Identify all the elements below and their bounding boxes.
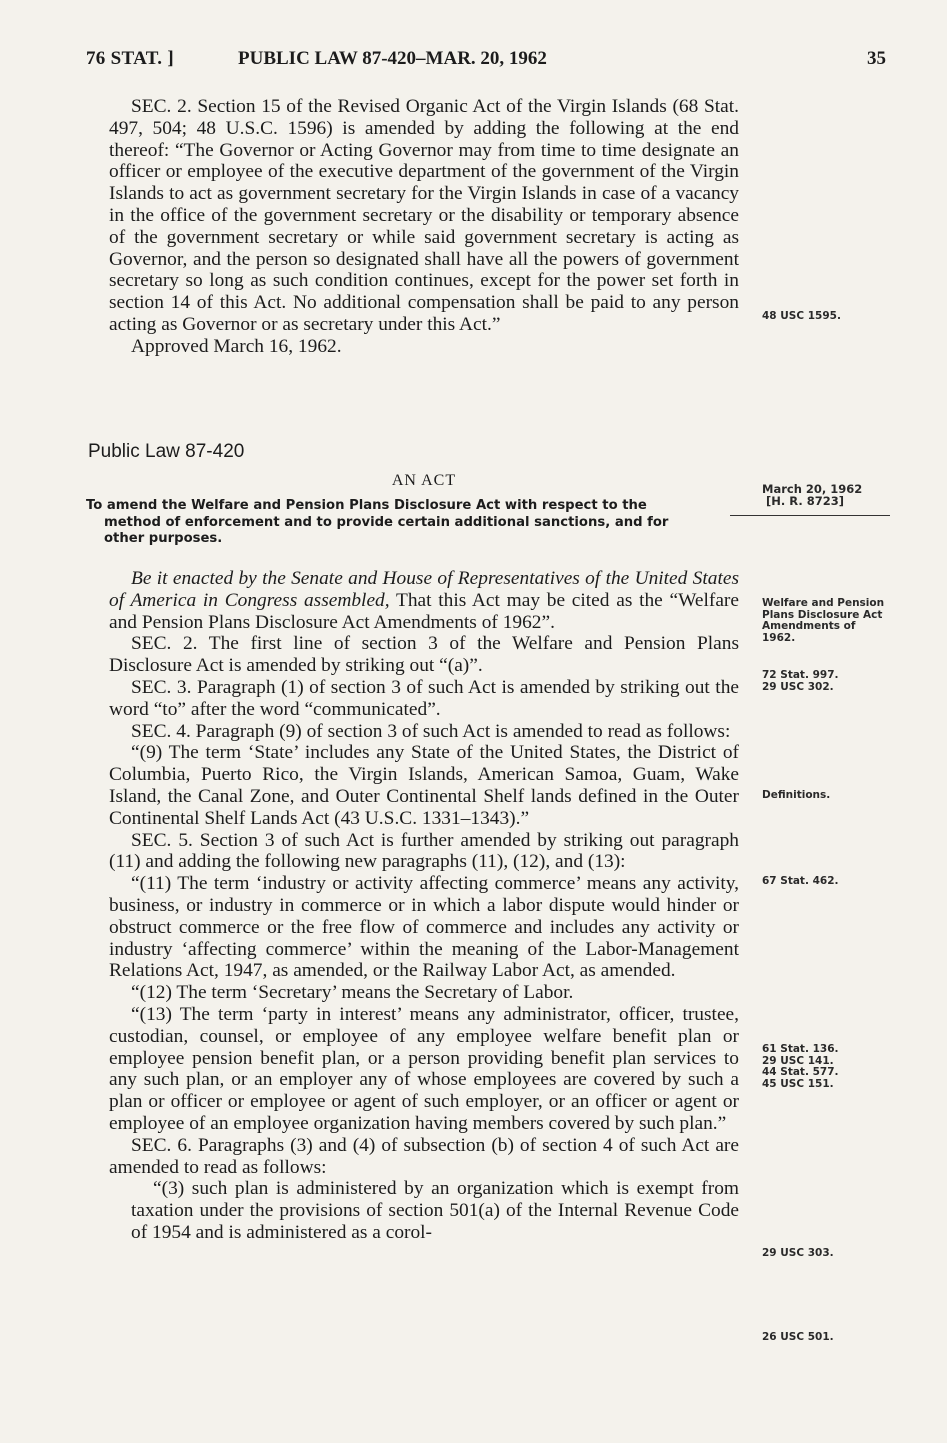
page-header [86, 48, 886, 78]
ref-44stat577: 44 Stat. 577. [762, 1066, 839, 1078]
enacting-text: That this Act may be cited as the “Welfare and Pension Plans Disclosure Act Amendments of 1962”. [109, 589, 739, 633]
section-4-text: 4. Paragraph (9) of section 3 of such Act is amended to read as follows: [171, 720, 731, 742]
enactment-date: March 20, 1962 [762, 482, 863, 496]
paragraph-9: “(9) The term ‘State’ includes any State of the United States, the District of Columbia, Puerto Rico, the Virgin Islands, American Samoa, Guam, Wake Island, the Canal Zone, and Outer Continental Shelf lands defined in the Outer Continental Shelf Lands Act (43 U.S.C. 1331–1343).” [109, 742, 739, 829]
margin-note-29usc303: 29 USC 303. [762, 1247, 834, 1259]
sec-label: SEC. [131, 829, 172, 851]
approved-line: Approved March 16, 1962. [131, 335, 342, 357]
section-2-text: 2. The first line of section 3 of the Welfare and Pension Plans Disclosure Act is amended by striking out “(a)”. [109, 633, 739, 677]
bill-number: [H. R. 8723] [766, 493, 844, 508]
stat-997: 72 Stat. 997. [762, 669, 839, 681]
margin-note-48usc1595: 48 USC 1595. [762, 310, 841, 322]
paragraph-3: “(3) such plan is administered by an organization which is exempt from taxation under the provisions of section 501(a) of the Internal Revenue Code of 1954 and is administered as a corol- [131, 1178, 739, 1243]
header-title: PUBLIC LAW 87-420–MAR. 20, 1962 [238, 48, 547, 69]
prior-sec2-paragraph [109, 96, 739, 336]
margin-note-short-title: Welfare and Pension Plans Disclosure Act Amendments of 1962. [762, 597, 885, 644]
section-3 [109, 677, 739, 721]
section-5-text: 5. Section 3 of such Act is further amended by striking out paragraph (11) and adding the following new paragraphs (11), (12), and (13): [109, 829, 739, 873]
act-purpose [86, 498, 738, 548]
section-4 [109, 721, 739, 743]
section-3-text: 3. Paragraph (1) of section 3 of such Act is amended by striking out the word “to” after the word “communicated”. [109, 676, 739, 720]
usc-302: 29 USC 302. [762, 680, 834, 693]
purpose-line-3: other purposes. [104, 531, 223, 546]
paragraph-12: “(12) The term ‘Secretary’ means the Secretary of Labor. [131, 982, 574, 1004]
an-act-title: AN ACT [391, 472, 457, 489]
sec-label: SEC. [131, 633, 172, 655]
ref-29usc141: 29 USC 141. [762, 1054, 834, 1067]
section-2 [109, 633, 739, 677]
enacting-italic: Be it enacted by the Senate and House of Representatives of the United States of America in Congress assembled, [109, 568, 739, 611]
paragraph-11: “(11) The term ‘industry or activity affecting commerce’ means any activity, business, or industry in commerce or in which a labor dispute would hinder or obstruct commerce or the free flow of commerce and includes any activity or industry ‘affecting commerce’ within the meaning of the Labor-Management Relations Act, 1947, as amended, or the Railway Labor Act, as amended. [109, 873, 739, 982]
margin-note-references [762, 1044, 890, 1090]
header-stat: 76 STAT. ] [86, 48, 174, 69]
sec-label: SEC. [131, 96, 172, 117]
enacting-clause [109, 568, 739, 633]
margin-note-26usc501: 26 USC 501. [762, 1331, 834, 1343]
margin-note-72stat997 [762, 670, 890, 693]
margin-note-67stat462: 67 Stat. 462. [762, 875, 839, 887]
ref-45usc151: 45 USC 151. [762, 1077, 834, 1090]
sec-label: SEC. [131, 1134, 172, 1156]
purpose-line-1: To amend the Welfare and Pension Plans Disclosure Act with respect to the [86, 498, 647, 513]
margin-note-definitions: Definitions. [762, 789, 831, 801]
prior-act-section [109, 96, 739, 358]
purpose-line-2: method of enforcement and to provide certain additional sanctions, and for [104, 514, 669, 530]
margin-note-date-bill [762, 484, 890, 507]
section-6 [109, 1135, 739, 1179]
section-6-text: 6. Paragraphs (3) and (4) of subsection (b) of section 4 of such Act are amended to read as follows: [109, 1134, 739, 1178]
sec-label: SEC. [131, 676, 172, 698]
public-law-heading: Public Law 87-420 [88, 441, 245, 462]
paragraph-13: “(13) The term ‘party in interest’ means any administrator, officer, trustee, custodian, counsel, or employee of any employee welfare benefit plan or employee pension benefit plan, or a person providing benefit plan services to any such plan, or an employer any of whose employees are covered by such a plan or officer or employee or agent of such employer, or an officer or agent or employee of an employee organization having members covered by such plan.” [109, 1003, 739, 1134]
act-body [109, 568, 739, 1244]
ref-61stat136: 61 Stat. 136. [762, 1043, 839, 1055]
sec-label: SEC. [131, 720, 172, 742]
prior-sec2-text: 2. Section 15 of the Revised Organic Act of the Virgin Islands (68 Stat. 497, 504; 48 U.S.C. 1596) is amended by adding the following at the end thereof: “The Governor or Acting Governor may from time to time designate an officer or employee of the executive department of the government of the Virgin Islands to act as government secretary for the Virgin Islands in case of a vacancy in the office of the government secretary or the disability or temporary absence of the government secretary or while said government secretary is acting as Governor, and the person so designated shall have all the powers of government secretary so long as such condition continues, except for the power set forth in section 14 of this Act. No additional compensation shall be paid to any person acting as Governor or as secretary under this Act.” [109, 96, 739, 335]
page-number: 35 [867, 48, 886, 69]
section-5 [109, 830, 739, 874]
divider-rule [730, 515, 890, 516]
